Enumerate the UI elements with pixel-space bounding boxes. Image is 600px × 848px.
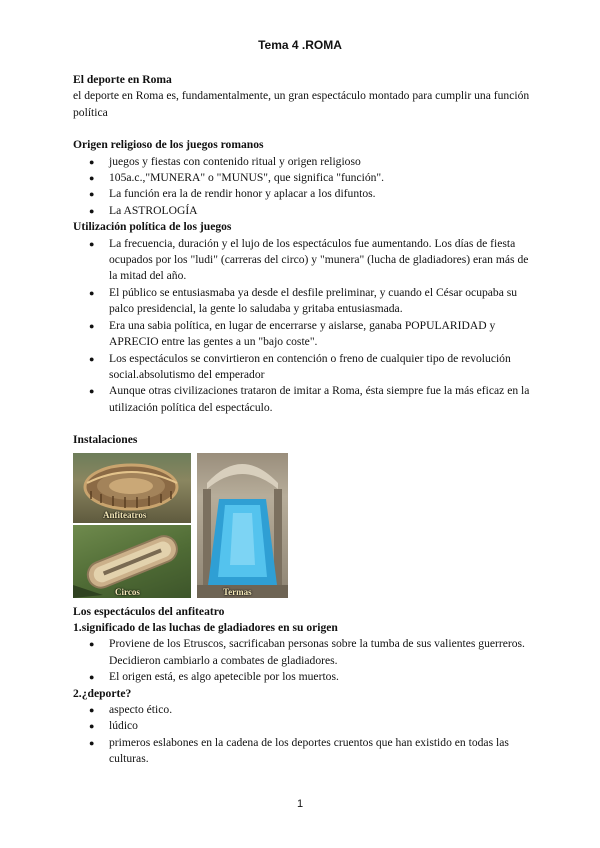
- paragraph-deporte-roma: el deporte en Roma es, fundamentalmente, un gran espectáculo montado para cumplir una función política: [73, 89, 530, 119]
- baths-image: [197, 453, 288, 598]
- list-item: ● Era una sabia política, en lugar de encerrarse y aislarse, ganaba POPULARIDAD y APRECIO entre las gentes a un "bajo coste".: [89, 318, 496, 349]
- heading-utilizacion-politica: Utilización política de los juegos: [73, 220, 232, 234]
- list-item: ● La frecuencia, duración y el lujo de los espectáculos fue aumentando. Los días de fiesta ocupados por los "ludi" (carreras del circo) y "munera" (lucha de gladiadores) eran más de la mitad del año.: [89, 236, 529, 283]
- page-title: Tema 4 .ROMA: [258, 38, 342, 52]
- list-item: ● Los espectáculos se convirtieron en contención o freno de cualquier tipo de revolución social.absolutismo del emperador: [89, 351, 511, 381]
- bullet-icon: ●: [89, 287, 95, 298]
- bullet-icon: ●: [89, 721, 95, 732]
- bullet-icon: ●: [89, 704, 95, 715]
- caption-termas: Termas: [223, 586, 252, 597]
- caption-circos: Circos: [115, 586, 140, 597]
- bullet-icon: ●: [89, 173, 95, 184]
- heading-deporte-roma: El deporte en Roma: [73, 73, 172, 86]
- bullet-icon: ●: [89, 189, 95, 200]
- list-item: ● Proviene de los Etruscos, sacrificaban personas sobre la tumba de sus valientes guerreros. Decidieron cambiarlo a combates de gladiadores.: [89, 637, 525, 667]
- bullet-icon: ●: [89, 386, 95, 397]
- list-item: ● La función era la de rendir honor y aplacar a los difuntos.: [73, 186, 538, 202]
- list-item: ● La ASTROLOGÍA: [73, 203, 538, 219]
- bullet-icon: ●: [89, 320, 95, 331]
- circus-image: [73, 525, 191, 598]
- bullet-icon: ●: [89, 156, 95, 167]
- list-deporte-question: [73, 702, 538, 768]
- page-number: 1: [296, 798, 304, 810]
- list-item: ● lúdico: [73, 718, 538, 734]
- list-item: ● El público se entusiasmaba ya desde el desfile preliminar, y cuando el César ocupaba su palco presidencial, la gente lo saludaba y gritaba entusiasmada.: [89, 285, 518, 316]
- heading-instalaciones: Instalaciones: [73, 433, 138, 447]
- heading-significado-luchas: 1.significado de las luchas de gladiadores en su origen: [73, 620, 338, 634]
- heading-origen-religioso: Origen religioso de los juegos romanos: [73, 138, 264, 152]
- bullet-icon: ●: [89, 238, 95, 249]
- list-item: ● 105a.c.,"MUNERA" o "MUNUS", que significa "función".: [73, 170, 538, 186]
- heading-espectaculos-anfiteatro: Los espectáculos del anfiteatro: [73, 604, 225, 618]
- list-origen-religioso: [73, 154, 538, 220]
- amphitheatre-image: [73, 453, 191, 523]
- bullet-icon: ●: [89, 205, 95, 216]
- document-body: [73, 72, 538, 768]
- bullet-icon: ●: [89, 639, 95, 650]
- list-item: ● El origen está, es algo apetecible por los muertos.: [73, 669, 538, 685]
- bullet-icon: ●: [89, 737, 95, 748]
- installations-collage: [73, 453, 288, 598]
- bullet-icon: ●: [89, 672, 95, 683]
- list-item: ● aspecto ético.: [73, 702, 538, 718]
- list-significado-luchas: [73, 636, 538, 685]
- heading-deporte-question: 2.¿deporte?: [73, 686, 132, 700]
- list-utilizacion-politica: [73, 236, 538, 416]
- bullet-icon: ●: [89, 353, 95, 364]
- list-item: ● Aunque otras civilizaciones trataron de imitar a Roma, ésta siempre fue la más eficaz en la utilización política del espectáculo.: [89, 384, 530, 414]
- list-item: ● primeros eslabones en la cadena de los deportes cruentos que han existido en todas las culturas.: [89, 735, 509, 766]
- caption-anfiteatros: Anfiteatros: [103, 509, 147, 520]
- list-item: ● juegos y fiestas con contenido ritual y origen religioso: [73, 154, 538, 170]
